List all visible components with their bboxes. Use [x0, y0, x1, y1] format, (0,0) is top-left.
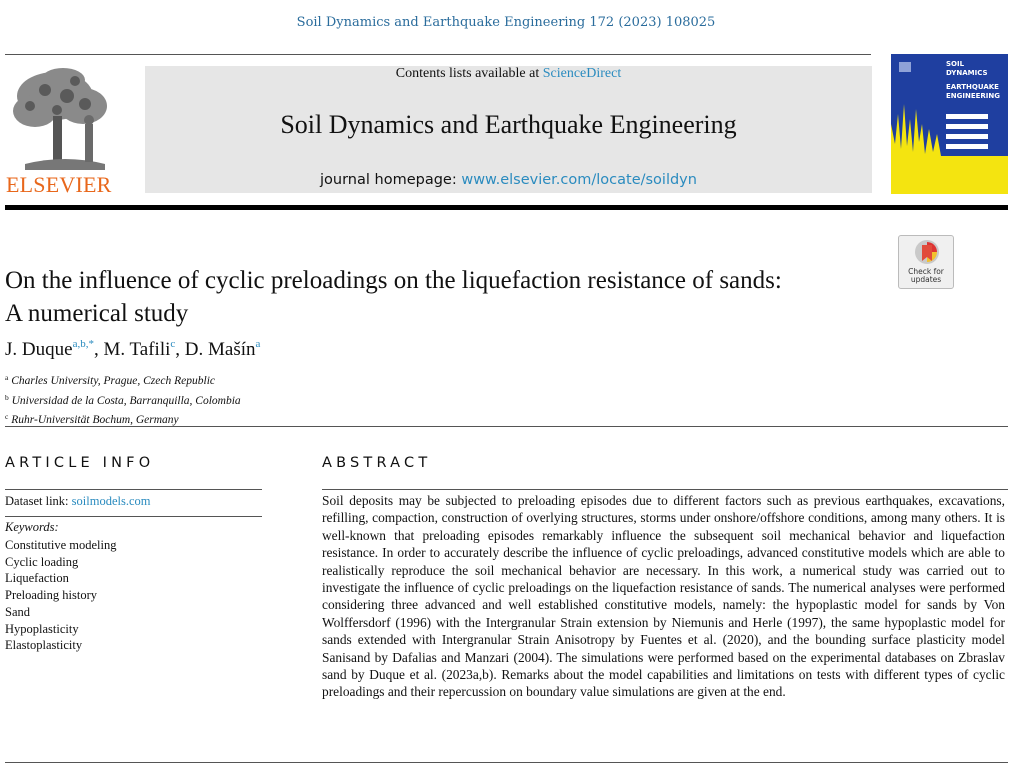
author-name: M. Tafili [103, 339, 171, 360]
abstract-rule [322, 489, 1008, 490]
article-info-heading: ARTICLE INFO [5, 455, 155, 471]
author-marks[interactable]: c [170, 338, 176, 350]
sciencedirect-link[interactable]: ScienceDirect [542, 66, 622, 81]
affiliation [5, 390, 241, 410]
info-rule [5, 516, 262, 517]
author-name: D. Mašín [184, 339, 256, 360]
check-for-updates-button[interactable] [898, 235, 954, 289]
title-line: A numerical study [5, 300, 189, 327]
title-line: On the influence of cyclic preloadings on the liquefaction resistance of sands: [5, 267, 782, 294]
keyword: Elastoplasticity [5, 638, 83, 653]
affil-mark: c [5, 412, 9, 421]
author-marks[interactable]: a [255, 338, 261, 350]
header-rule [5, 54, 871, 55]
affiliation [5, 370, 241, 390]
journal-banner [145, 66, 872, 193]
masthead-rule [5, 205, 1008, 210]
updates-line: Check for [908, 267, 944, 276]
affil-text: Ruhr-Universität Bochum, Germany [11, 414, 179, 426]
keyword: Preloading history [5, 588, 98, 603]
journal-homepage-link[interactable]: www.elsevier.com/locate/soildyn [461, 172, 697, 188]
cover-line: SOIL [946, 60, 965, 68]
keyword: Hypoplasticity [5, 621, 79, 636]
keyword-list [5, 537, 116, 654]
elsevier-wordmark[interactable]: ELSEVIER [6, 172, 112, 197]
info-rule [5, 489, 262, 490]
running-head[interactable]: Soil Dynamics and Earthquake Engineering 172 (2023) 108025 [296, 15, 716, 30]
homepage-prefix: journal homepage: [320, 172, 462, 188]
section-rule [5, 426, 1008, 427]
updates-label [899, 268, 953, 284]
keyword: Cyclic loading [5, 554, 79, 569]
journal-title: Soil Dynamics and Earthquake Engineering [280, 110, 737, 139]
abstract-text: Soil deposits may be subjected to preloading episodes due to different factors such as previous earthquakes, excavations, refilling, compaction, construction of overlying structures, storms under onshore/offshore conditions, among many others. It is well-known that preloading episodes remarkably influence the subsequent soil mechanical behavior and liquefaction resistance. In order to accurately describe the influence of cyclic preloadings, advanced constitutive models which are able to realistically reproduce the soil mechanical behavior are necessary. In this work, a numerical study was carried out to investigate the influence of cyclic preloadings on the liquefaction resistance of sands. The numerical analyses were performed considering three advanced and well established constitutive models, namely: the hypoplastic model for sands by Von Wolffersdorf (1996) with the Intergranular Strain extension by Niemunis and Herle (1997), the same hypoplastic model for sands extended with Intergranular Strain Anisotropy by Fuentes et al. (2020), and the bounding surface plasticity model Sanisand by Dafalias and Manzari (2004). The simulations were performed based on the experimental databases on Zbraslav sand by Duque et al. (2023a,b). Remarks about the model capabilities and limitations on tests with different types of cyclic preloadings and their repercussion on boundary value simulations are given at the end. [322, 493, 1005, 700]
dataset-link[interactable]: soilmodels.com [71, 494, 151, 508]
affiliations [5, 370, 241, 429]
homepage-line [145, 172, 872, 188]
crossmark-icon [914, 239, 940, 267]
cover-title [946, 60, 1006, 100]
contents-prefix: Contents lists available at [395, 66, 543, 81]
keywords-heading: Keywords: [5, 520, 59, 534]
author-name: J. Duque [5, 339, 73, 360]
author-marks[interactable]: a,b,* [72, 338, 94, 350]
dataset-line [5, 494, 150, 509]
affil-text: Charles University, Prague, Czech Republic [11, 375, 215, 387]
affil-mark: b [5, 392, 9, 402]
contents-line [145, 66, 872, 82]
updates-line: updates [910, 275, 942, 284]
dataset-prefix: Dataset link: [5, 494, 72, 508]
affil-mark: a [5, 373, 9, 382]
affil-text: Universidad de la Costa, Barranquilla, Colombia [11, 394, 241, 407]
cover-line: ENGINEERING [946, 91, 1001, 100]
keyword: Constitutive modeling [5, 538, 117, 552]
journal-cover[interactable] [891, 54, 1008, 194]
article-title [5, 264, 885, 330]
keyword: Sand [5, 604, 30, 619]
cover-line: EARTHQUAKE [946, 83, 999, 91]
keyword: Liquefaction [5, 571, 69, 586]
author-list: J. Duque$^{a,b,*}$, M. Tafili$^c$, D. Mašín$^a$ [5, 338, 261, 360]
cover-line: DYNAMICS [946, 68, 988, 77]
abstract-heading: ABSTRACT [322, 455, 432, 471]
bottom-rule [5, 762, 1008, 763]
